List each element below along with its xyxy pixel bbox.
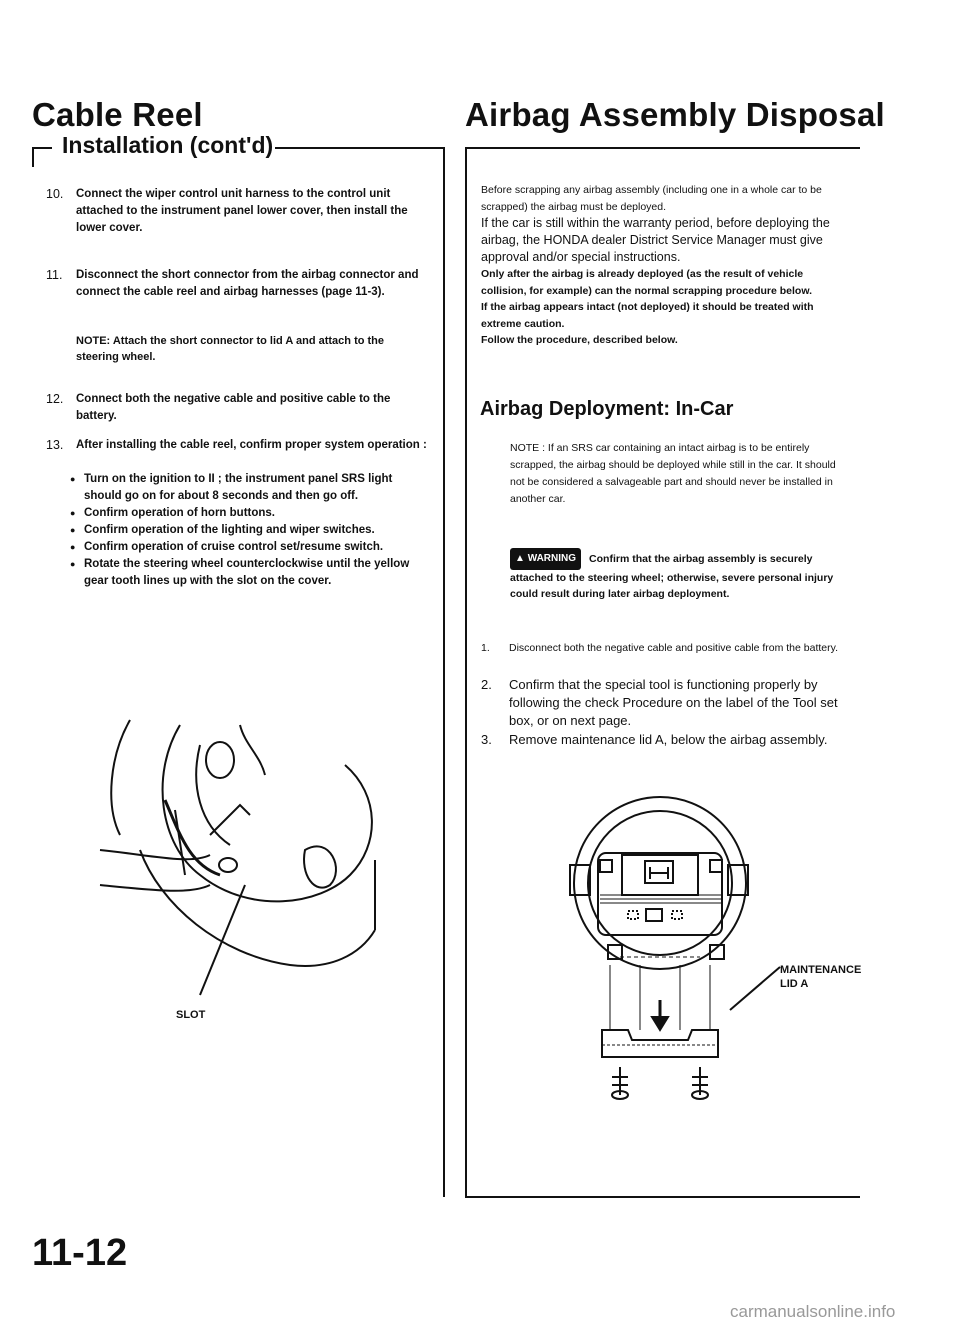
step-text: Disconnect the short connector from the airbag connector and connect the cable reel and airbag harnesses (page 11-3).: [76, 269, 419, 298]
warning-badge: ▲ WARNING: [510, 548, 581, 570]
bullet-item: ● Confirm operation of horn buttons.: [70, 505, 428, 522]
step-text: Connect the wiper control unit harness to the control unit attached to the instrument panel lower cover, then install the lower cover.: [76, 188, 408, 234]
step-number: 3.: [481, 732, 492, 747]
intro-paragraph: Before scrapping any airbag assembly (including one in a whole car to be scrapped) the airbag must be deployed.: [481, 184, 822, 213]
watermark-footer: carmanualsonline.info: [730, 1302, 896, 1321]
step-number: 10.: [46, 187, 64, 201]
step-number: 12.: [46, 392, 64, 406]
step-number: 13.: [46, 438, 64, 452]
left-column-border-left: [32, 147, 34, 167]
maintenance-lid-label: MAINTENANCE LID A: [780, 964, 862, 990]
right-column-border: [465, 147, 467, 1197]
step-text: Disconnect both the negative cable and positive cable from the battery.: [509, 642, 839, 654]
step-text: Connect both the negative cable and positive cable to the battery.: [76, 393, 391, 422]
left-subtitle-rule-right: [275, 147, 445, 149]
right-bottom-rule: [465, 1196, 860, 1198]
intro-paragraph: Only after the airbag is already deployed (as the result of vehicle collision, for example) can the normal scrapping procedure below.: [481, 268, 813, 297]
warning-block: [510, 548, 840, 602]
left-note: NOTE: Attach the short connector to lid A and attach to the steering wheel.: [76, 335, 385, 363]
right-step-3: [481, 731, 841, 749]
step-text: Confirm that the special tool is functioning properly by following the check Procedure on the label of the Tool set box, or on next page.: [509, 677, 838, 728]
right-note: NOTE : If an SRS car containing an intact airbag is to be entirely scrapped, the airbag should be deployed while still in the car. It should not be considered a salvageable part and should never be installed in another car.: [510, 442, 836, 505]
step-text: After installing the cable reel, confirm proper system operation :: [76, 439, 427, 451]
slot-label: SLOT: [176, 1009, 206, 1021]
left-page-title: Cable Reel: [32, 96, 203, 133]
bullet-item: ● Turn on the ignition to II ; the instrument panel SRS light should go on for about 8 seconds and then go off.: [70, 471, 428, 505]
right-intro: [481, 182, 841, 349]
step-text: Remove maintenance lid A, below the airbag assembly.: [509, 732, 828, 747]
step-number: 11.: [46, 268, 63, 282]
intro-paragraph: Follow the procedure, described below.: [481, 334, 678, 346]
bullet-item: ● Rotate the steering wheel counterclockwise until the yellow gear tooth lines up with the slot on the cover.: [70, 556, 428, 590]
step-number: 1.: [481, 642, 490, 654]
maintenance-lid-illustration: [540, 795, 800, 1105]
right-page-title: Airbag Assembly Disposal: [465, 96, 885, 133]
right-top-rule: [465, 147, 860, 149]
bullet-item: ● Confirm operation of cruise control set/resume switch.: [70, 539, 428, 556]
steering-wheel-slot-illustration: [90, 715, 400, 1025]
left-column-border: [443, 147, 445, 1197]
warning-badge-label: WARNING: [527, 553, 577, 564]
step-number: 2.: [481, 677, 492, 692]
left-subtitle-rule-left: [32, 147, 52, 149]
left-bullet-list: [70, 471, 428, 590]
right-step-1: [481, 640, 841, 657]
bullet-item: ● Confirm operation of the lighting and wiper switches.: [70, 522, 428, 539]
intro-paragraph: If the car is still within the warranty period, before deploying the airbag, the HONDA dealer District Service Manager must give approval and/or special instructions.: [481, 216, 830, 264]
intro-paragraph: If the airbag appears intact (not deployed) it should be treated with extreme caution.: [481, 301, 814, 330]
right-step-2: [481, 676, 841, 730]
right-section-title: Airbag Deployment: In-Car: [480, 398, 734, 420]
page-number: 11-12: [32, 1232, 128, 1274]
left-section-subtitle: Installation (cont'd): [62, 132, 274, 158]
warning-text: Confirm that the airbag assembly is securely attached to the steering wheel; otherwise, severe personal injury could result during later airbag deployment.: [510, 552, 834, 600]
